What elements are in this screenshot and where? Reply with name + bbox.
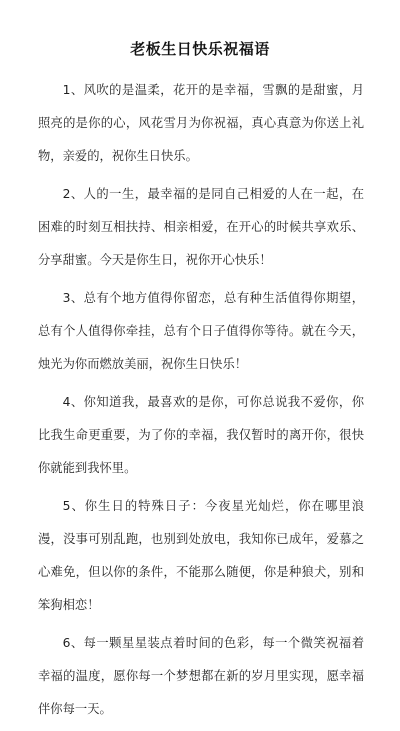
paragraph-5: 5、你生日的特殊日子：今夜星光灿烂，你在哪里浪漫，没事可别乱跑，也别到处放电，我知你已成年，爱慕之心难免，但以你的条件，不能那么随便，你是种狼犬，别和笨狗相恋！ xyxy=(38,499,364,612)
paragraph-list xyxy=(38,74,364,731)
paragraph-3: 3、总有个地方值得你留恋，总有种生活值得你期望，总有个人值得你牵挂，总有个日子值得你等待。就在今天，烛光为你而燃放美丽，祝你生日快乐！ xyxy=(38,291,364,371)
document-title: 老板生日快乐祝福语 xyxy=(130,40,270,58)
paragraph-6: 6、每一颗星星装点着时间的色彩，每一个微笑祝福着幸福的温度，愿你每一个梦想都在新的岁月里实现，愿幸福伴你每一天。 xyxy=(38,636,364,716)
paragraph-1: 1、风吹的是温柔，花开的是幸福，雪飘的是甜蜜，月照亮的是你的心，风花雪月为你祝福，真心真意为你送上礼物，亲爱的，祝你生日快乐。 xyxy=(38,83,364,163)
paragraph-4: 4、你知道我，最喜欢的是你，可你总说我不爱你，你比我生命更重要，为了你的幸福，我仅暂时的离开你，很快你就能到我怀里。 xyxy=(38,395,364,475)
paragraph-2: 2、人的一生，最幸福的是同自己相爱的人在一起，在困难的时刻互相扶持、相亲相爱，在开心的时候共享欢乐、分享甜蜜。今天是你生日，祝你开心快乐！ xyxy=(38,187,364,267)
